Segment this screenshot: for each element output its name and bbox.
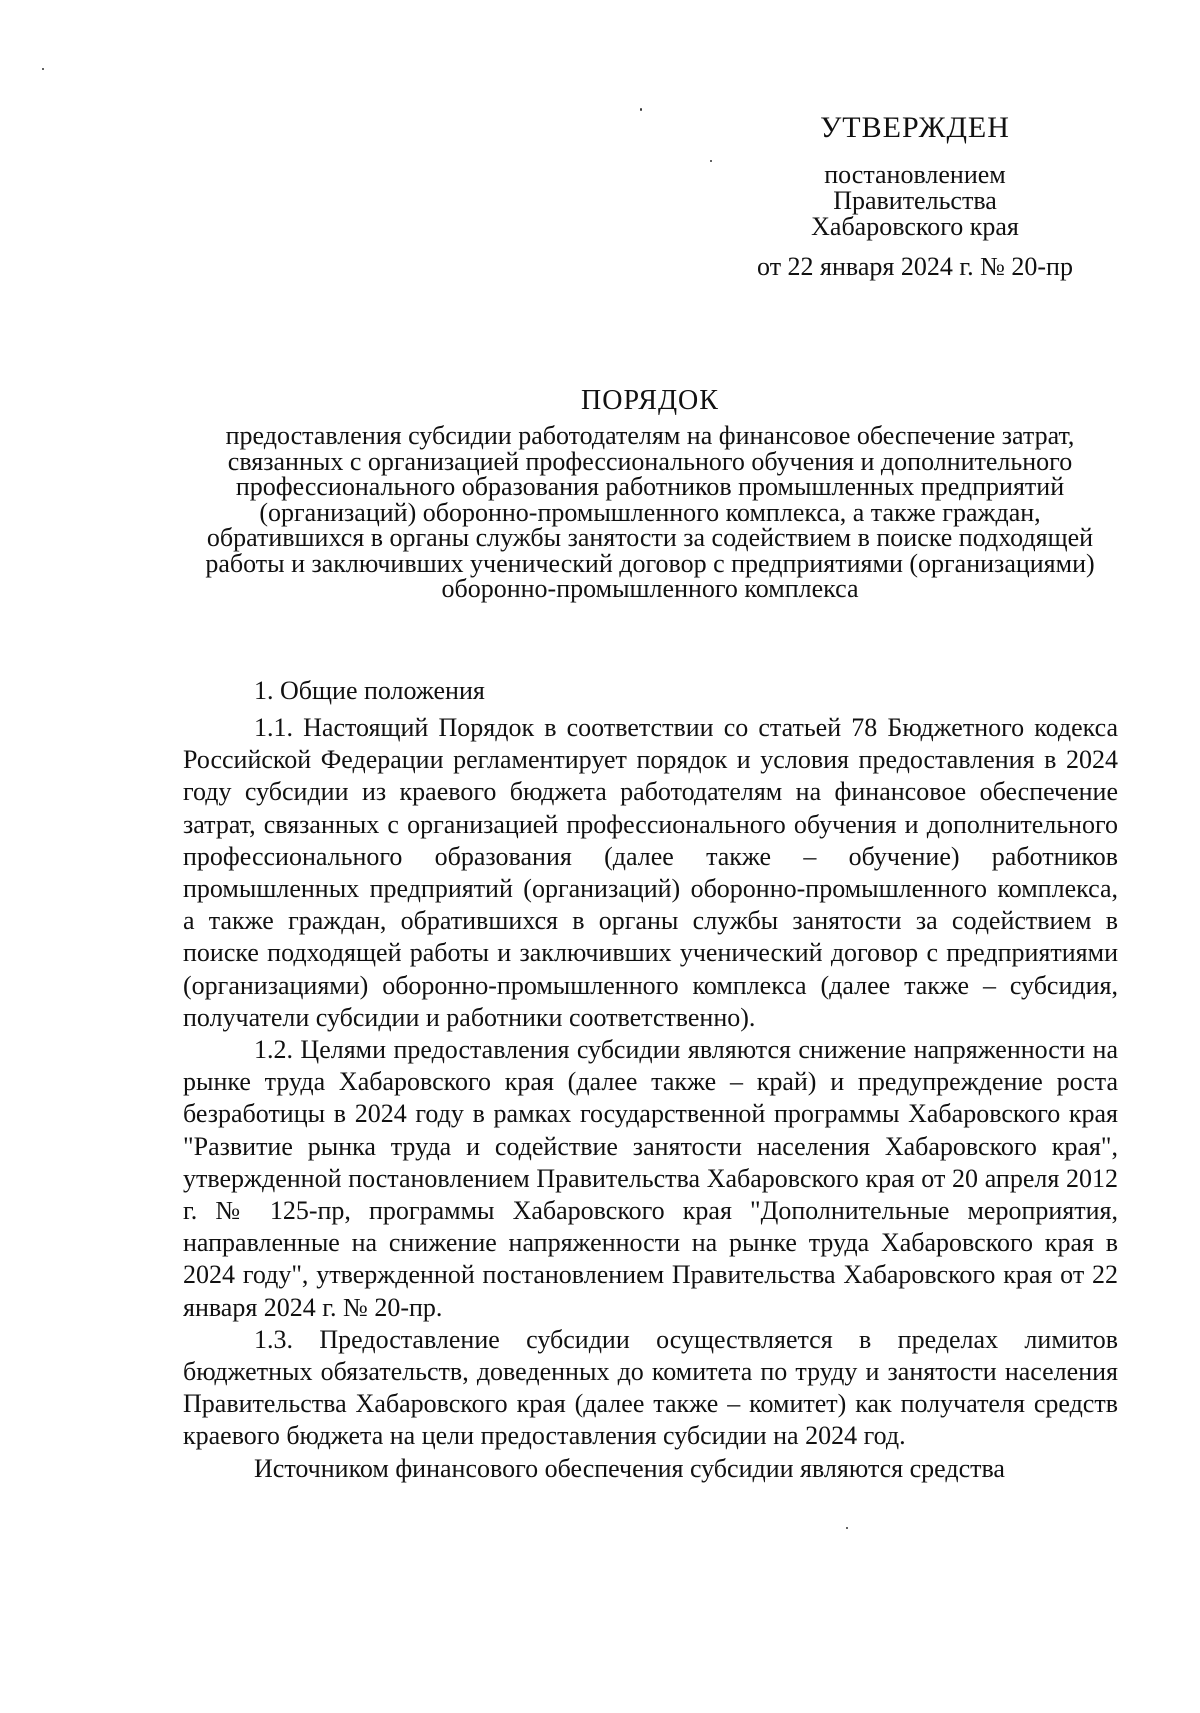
scan-speck (710, 160, 712, 162)
scan-speck (640, 108, 642, 111)
section-heading: 1. Общие положения (254, 676, 485, 705)
scan-speck (42, 68, 44, 70)
document-body (183, 712, 1118, 1485)
paragraph-1-2: 1.2. Целями предоставления субсидии являются снижение напряженности на рынке труда Хабаровского края (далее также – край) и предупреждение роста безработицы в 2024 году в рамках государственной программы Хабаровского края "Развитие рынка труда и содействие занятости населения Хабаровского края", утвержденной постановлением Правительства Хабаровского края от 20 апреля 2012 г. № 125-пр, программы Хабаровского края "Дополнительные мероприятия, направленные на снижение напряженности на рынке труда Хабаровского края в 2024 году", утвержденной постановлением Правительства Хабаровского края от 22 января 2024 г. № 20-пр. (183, 1035, 1118, 1322)
document-title: ПОРЯДОК (581, 385, 719, 416)
approval-date: от 22 января 2024 г. № 20-пр (757, 252, 1073, 281)
paragraph-funding-source: Источником финансового обеспечения субсидии являются средства (254, 1453, 1005, 1483)
approval-line-3: Хабаровского края (811, 212, 1019, 241)
approval-stamp (730, 108, 1100, 282)
document-subtitle: предоставления субсидии работодателям на финансовое обеспечение затрат, связанных с организацией профессионального обучения и дополнительного профессионального образования работников промышленных предприятий (организаций) оборонно-промышленного комплекса, а также граждан, обратившихся в органы службы занятости за содействием в поиске подходящей работы и заключивших ученический договор с предприятиями (организациями) оборонно-промышленного комплекса (205, 421, 1095, 603)
scan-speck (846, 1527, 848, 1529)
paragraph-1-1: 1.1. Настоящий Порядок в соответствии со статьей 78 Бюджетного кодекса Российской Федерации регламентирует порядок и условия предоставления в 2024 году субсидии из краевого бюджета работодателям на финансовое обеспечение затрат, связанных с организацией профессионального обучения и дополнительного профессионального образования (далее также – обучение) работников промышленных предприятий (организаций) оборонно-промышленного комплекса, а также граждан, обратившихся в органы службы занятости за содействием в поиске подходящей работы и заключивших ученический договор с предприятиями (организациями) оборонно-промышленного комплекса (далее также – субсидия, получатели субсидии и работники соответственно). (183, 713, 1118, 1032)
approval-line-1: постановлением (824, 160, 1006, 189)
approved-heading: УТВЕРЖДЕН (820, 111, 1010, 144)
approval-line-2: Правительства (833, 186, 997, 215)
paragraph-1-3: 1.3. Предоставление субсидии осуществляется в пределах лимитов бюджетных обязательств, доведенных до комитета по труду и занятости населения Правительства Хабаровского края (далее также – комитет) как получателя средств краевого бюджета на цели предоставления субсидии на 2024 год. (183, 1324, 1118, 1451)
